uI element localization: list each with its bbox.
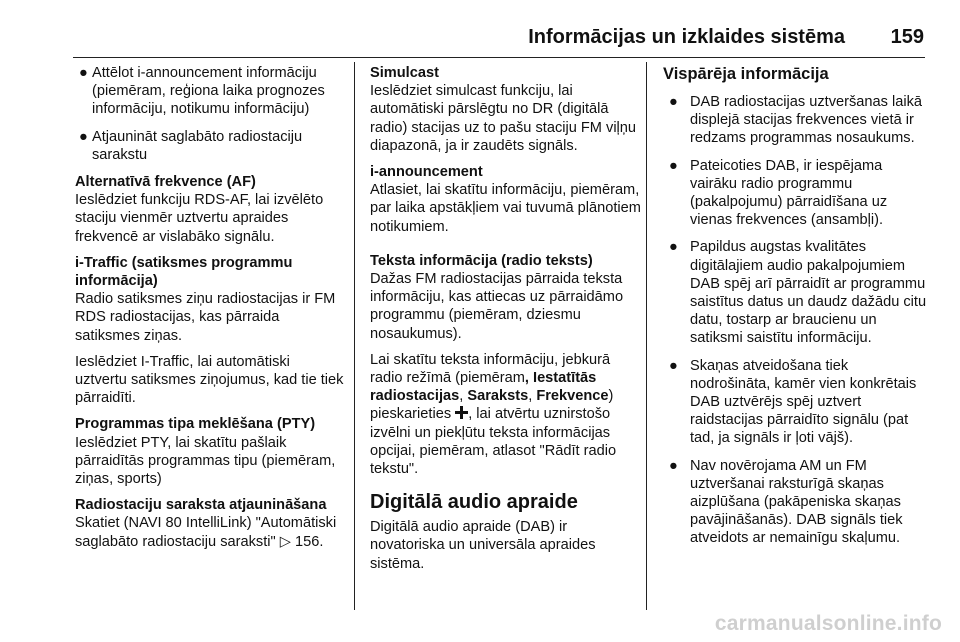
traffic-body: Radio satiksmes ziņu radiostacijas ir FM RDS radiostacijas, kas pārraida satiksmes ziņas. <box>75 291 336 344</box>
radio-text-body-2: Lai skatītu teksta informāciju, jebkurā radio režīmā (piemēram, Iestatītās radiostacijas, Saraksts, Frekvence) pieskarieties , lai atvērtu uznirstošo izvēlni un piekļūtu teksta informācijas opcijai, piemēram, atlasot "Rādīt radio tekstu". <box>370 351 617 478</box>
bullet-icon: ● <box>669 157 678 174</box>
i-announcement-heading: i-announcement <box>370 164 483 181</box>
simulcast-heading: Simulcast <box>370 65 439 81</box>
radio-text-body: Dažas FM radiostacijas pārraida teksta informāciju, kas attiecas uz pārraidāmo programmu (piemēram, dziesmu nosaukumus). <box>370 271 624 342</box>
af-heading: Alternatīvā frekvence (AF) <box>75 174 256 191</box>
list-item: ● Pateicoties DAB, ir iespējama vairāku radio programmu (pakalpojumu) pārraidīšana uz vienas frekvences (ansambļi). <box>669 157 888 229</box>
bullet-icon: ● <box>669 357 678 374</box>
general-info-title: Vispārēja informācija <box>663 65 829 83</box>
station-list-heading: Radiostaciju saraksta atjaunināšana <box>75 497 327 514</box>
list-item: ● DAB radiostacijas uztveršanas laikā displejā stacijas frekvences vietā ir redzams programmas nosaukums. <box>669 94 922 147</box>
bullet-icon: ● <box>669 239 678 256</box>
header-rule <box>73 57 925 58</box>
bullet-icon: ● <box>79 128 88 145</box>
list-item: ● Attēlot i-announcement informāciju (piemēram, reģiona laika prognozes informāciju, notikumu informāciju) <box>79 65 325 118</box>
radio-text-heading: Teksta informācija (radio teksts) <box>370 252 593 269</box>
list-item: ● Nav novērojama AM un FM uztveršanai raksturīgā skaņas aizplūšana (pakāpeniska skaņas pavājināšanās). DAB signāls tiek atveidots ar nemainīgu skaļumu. <box>669 457 903 547</box>
column-3 <box>663 64 928 557</box>
dab-body: Digitālā audio apraide (DAB) ir novatoriska un universāla apraides sistēma. <box>370 519 596 572</box>
plus-icon <box>455 406 468 419</box>
list-item: ● Atjaunināt saglabāto radiostaciju sarakstu <box>79 128 303 163</box>
traffic-heading: i-Traffic (satiksmes programmu informācija) <box>75 254 293 290</box>
bullet-icon: ● <box>669 457 678 474</box>
page-ref-icon: ▷ <box>279 533 291 550</box>
i-announcement-body: Atlasiet, lai skatītu informāciju, piemēram, par laika apstākļiem vai tuvumā plānotiem notikumiem. <box>370 182 641 235</box>
column-1 <box>75 64 345 559</box>
page-header <box>0 26 960 56</box>
watermark: carmanualsonline.info <box>714 612 942 635</box>
list-item: ● Papildus augstas kvalitātes digitālajiem audio pakalpojumiem DAB spēj arī pārraidīt ar programmu saistītus datus un daudz dažādu citu datu, tostarp ar braucienu un satiksmi saistītu informāciju. <box>669 239 927 347</box>
station-list-body: Skatiet (NAVI 80 IntelliLink) "Automātiski saglabāto radiostaciju saraksti" ▷ 156. <box>75 515 337 550</box>
list-item: ● Skaņas atveidošana tiek nodrošināta, kamēr vien konkrētais DAB uztvērējs spēj uztvert raidstacijas pārraidīto signālu (pat tad, ja signāls ir ļoti vājš). <box>669 357 917 447</box>
pty-body: Ieslēdziet PTY, lai skatītu pašlaik pārraidītās programmas tipu (piemēram, ziņas, sports) <box>75 434 336 488</box>
dab-title: Digitālā audio apraide <box>370 491 578 514</box>
column-divider <box>646 62 647 610</box>
traffic-body-2: Ieslēdziet I-Traffic, lai automātiski uztvertu satiksmes ziņojumus, kad tie tiek pārraidīti. <box>75 353 344 407</box>
page-number: 159 <box>890 26 924 48</box>
pty-heading: Programmas tipa meklēšana (PTY) <box>75 416 316 433</box>
bullet-icon: ● <box>79 65 88 81</box>
bullet-icon: ● <box>669 94 678 110</box>
column-divider <box>354 62 355 610</box>
page-ref-link[interactable]: 156. <box>295 533 324 550</box>
column-2 <box>370 64 642 573</box>
page-title: Informācijas un izklaides sistēma <box>528 26 845 48</box>
simulcast-body: Ieslēdziet simulcast funkciju, lai automātiski pārslēgtu no DR (digitālā radio) stacijas uz to pašu staciju FM viļņu diapazonā, ja ir zaudēts signāls. <box>370 83 637 154</box>
af-body: Ieslēdziet funkciju RDS-AF, lai izvēlēto staciju vienmēr uztvertu apraides frekvencē ar vislabāko signālu. <box>75 192 324 245</box>
